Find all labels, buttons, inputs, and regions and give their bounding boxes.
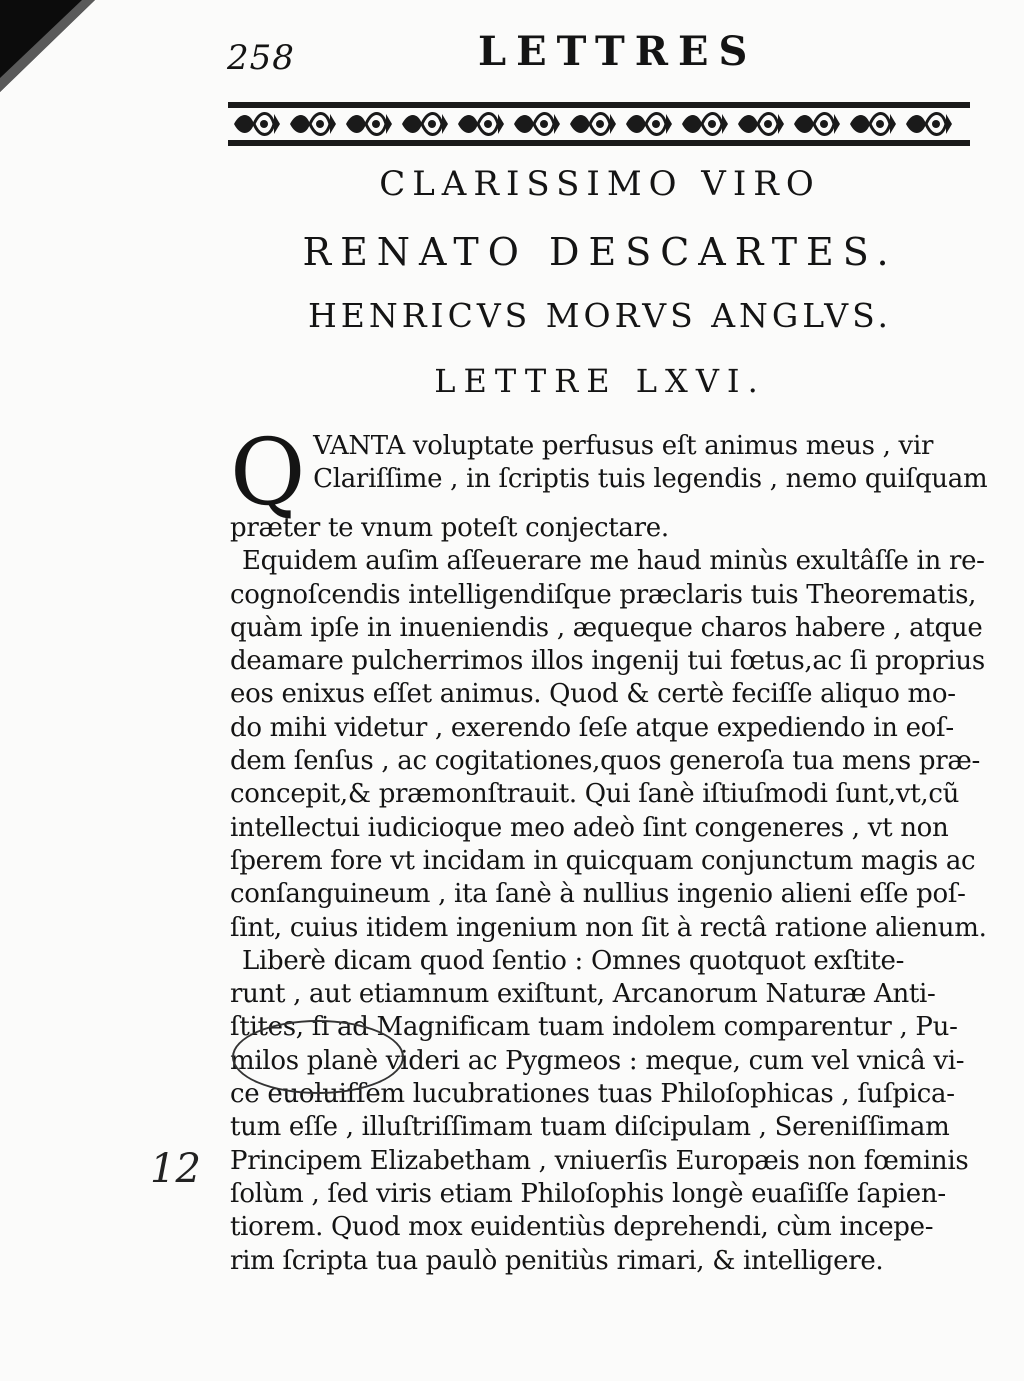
text-line: ſtites, ſi ad Magnificam tuam indolem comparentur , Pu- [230,1012,958,1043]
text-line: concepit,& præmonſtrauit. Qui ſanè iſtiuſmodi ſunt,vt,cũ [230,779,960,810]
drop-cap: Q [230,419,306,526]
text-line: VANTA voluptate perfusus eſt animus meus , vir [313,431,934,461]
text-line: præter te vnum poteſt conjectare. [230,513,669,543]
running-head [0,20,1024,80]
text-line: ſolùm , ſed viris etiam Philoſophis longè euaſiſſe ſapien- [230,1178,946,1209]
text-line: rim ſcripta tua paulò penitiùs rimari, & intelligere. [230,1245,884,1276]
heading-recipient: RENATO DESCARTES. [302,230,898,274]
text-line: dem ſenſus , ac cogitationes,quos generoſa tua mens præ- [230,746,980,777]
text-line: Equidem auſim aſſeuerare me haud minùs exultâſſe in re- [242,546,985,577]
text-line: eos enixus eſſet animus. Quod & certè feciſſe aliquo mo- [230,679,956,710]
text-line: ſint, cuius itidem ingenium non ſit à rectâ ratione alienum. [230,912,987,943]
text-line: intellectui iudicioque meo adeò ſint congeneres , vt non [230,812,949,843]
running-title: LETTRES [478,28,758,75]
text-line: ſperem fore vt incidam in quicquam conjunctum magis ac [230,845,976,876]
text-line: Principem Elizabetham , vniuerſis Europæis non fœminis [230,1145,969,1176]
heading-author: HENRICVS MORVS ANGLVS. [307,296,893,335]
decorative-ornament-band [228,100,970,148]
paragraph-2 [230,545,987,945]
heading-letter-number: LETTRE LXVI. [434,362,766,400]
paragraph-1 [230,419,988,545]
letter-body [230,419,988,1278]
text-line: Liberè dicam quod ſentio : Omnes quotquot exſtite- [242,945,905,976]
text-line: conſanguineum , ita ſanè à nullius ingenio alieni eſſe poſ- [230,879,966,910]
text-line: tiorem. Quod mox euidentiùs deprehendi, cùm incepe- [230,1212,934,1243]
text-line: runt , aut etiamnum exiſtunt, Arcanorum Naturæ Anti- [230,979,936,1010]
text-line: tum eſſe , illuſtriſſimam tuam diſcipulam , Sereniſſimam [230,1112,950,1143]
heading-addressee: CLARISSIMO VIRO [379,164,821,204]
text-line: cognoſcendis intelligendiſque præclaris tuis Theorematis, [230,579,977,610]
text-line: Clariſſime , in ſcriptis tuis legendis , nemo quiſquam [313,464,988,495]
margin-annotation: 12 [150,1146,201,1192]
ink-circle-mark [232,1020,404,1094]
page-number: 258 [227,38,295,78]
text-line: do mihi videtur , exerendo ſeſe atque expediendo in eoſ- [230,712,954,743]
paragraph-3 [230,945,975,1278]
text-line: milos planè videri ac Pygmeos : meque, cum vel vnicâ vi- [230,1045,965,1076]
text-line: quàm ipſe in inueniendis , æqueque charos habere , atque [230,612,983,643]
text-line: ce euoluiſſem lucubrationes tuas Philoſophicas , ſuſpica- [230,1079,955,1110]
text-line: deamare pulcherrimos illos ingenij tui fœtus,ac ſi proprius [230,646,985,677]
